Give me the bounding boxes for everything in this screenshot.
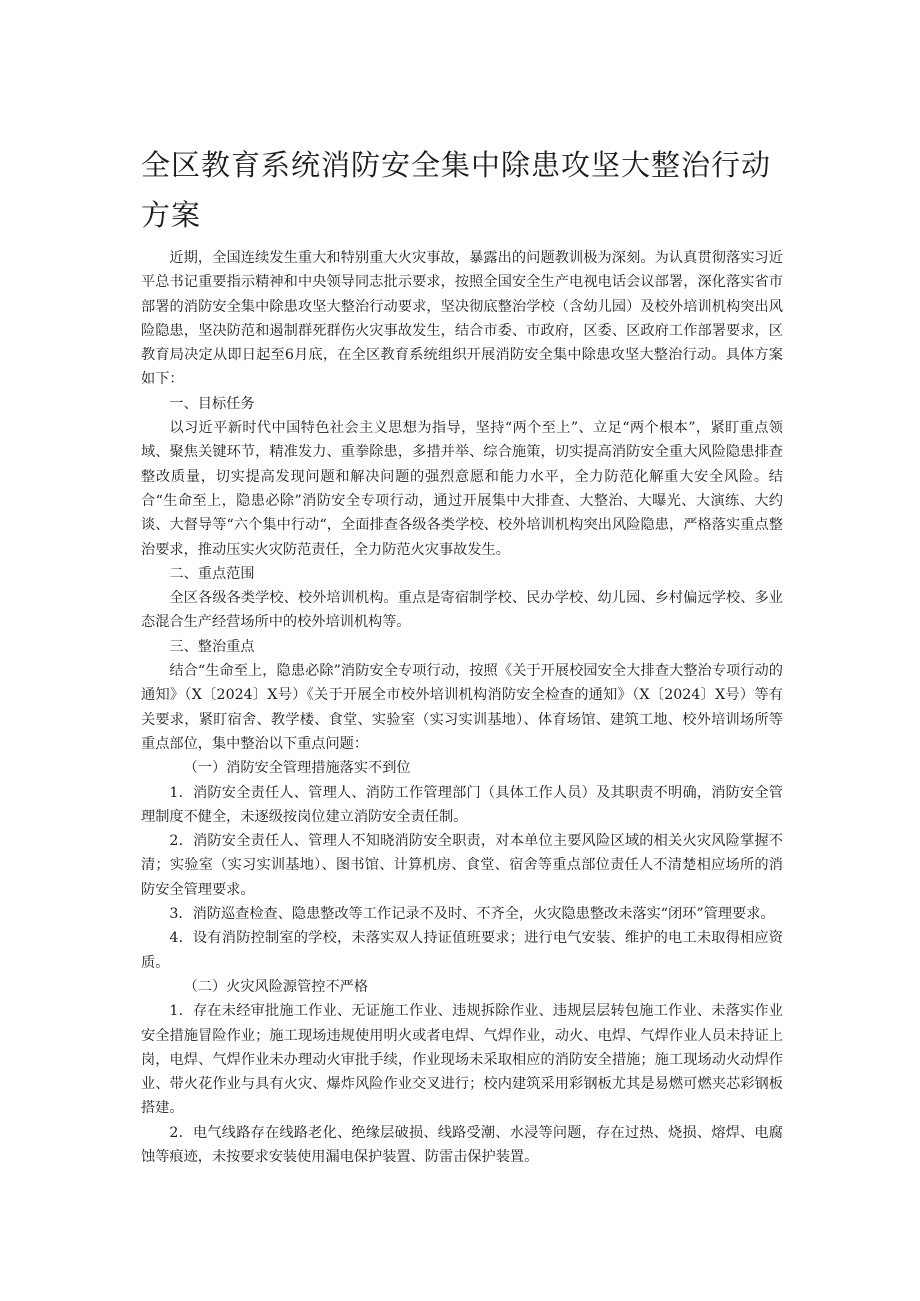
document-title: 全区教育系统消防安全集中除患攻坚大整治行动方案 [141, 148, 772, 232]
body-paragraph: 近期，全国连续发生重大和特别重大火灾事故，暴露出的问题教训极为深刻。为认真贯彻落实习近平总书记重要指示精神和中央领导同志批示要求，按照全国安全生产电视电话会议部署，深化落实省市部署的消防安全集中除患攻坚大整治行动要求，坚决彻底整治学校（含幼儿园）及校外培训机构突出风险隐患，坚决防范和遏制群死群伤火灾事故发生，结合市委、市政府，区委、区政府工作部署要求，区教育局决定从即日起至6月底，在全区教育系统组织开展消防安全集中除患攻坚大整治行动。具体方案如下： [141, 250, 783, 388]
body-paragraph: 以习近平新时代中国特色社会主义思想为指导，坚持“两个至上”、立足“两个根本”，紧盯重点领域、聚焦关键环节，精准发力、重拳除患，多措并举、综合施策，切实提高消防安全重大风险隐患排查整改质量，切实提高发现问题和解决问题的强烈意愿和能力水平，全力防范化解重大安全风险。结合“生命至上，隐患必除”消防安全专项行动，通过开展集中大排查、大整治、大曝光、大演练、大约谈、大督导等“六个集中行动“，全面排查各级各类学校、校外培训机构突出风险隐患，严格落实重点整治要求，推动压实火灾防范责任，全力防范火灾事故发生。 [141, 420, 783, 558]
section-heading: 一、目标任务 [169, 395, 255, 412]
body-paragraph: 3．消防巡查检查、隐患整改等工作记录不及时、不齐全，火灾隐患整改未落实“闭环”管理要求。 [169, 906, 775, 923]
body-paragraph: 1．消防安全责任人、管理人、消防工作管理部门（具体工作人员）及其职责不明确，消防安全管理制度不健全，未逐级按岗位建立消防安全责任制。 [141, 784, 783, 825]
body-paragraph: 2．电气线路存在线路老化、绝缘层破损、线路受潮、水浸等问题，存在过热、烧损、熔焊、电腐蚀等痕迹，未按要求安装使用漏电保护装置、防雷击保护装置。 [141, 1124, 783, 1165]
subsection-heading: （一）消防安全管理措施落实不到位 [183, 760, 411, 777]
body-paragraph: 全区各级各类学校、校外培训机构。重点是寄宿制学校、民办学校、幼儿园、乡村偏远学校、多业态混合生产经营场所中的校外培训机构等。 [141, 590, 783, 631]
section-heading: 三、整治重点 [169, 638, 255, 655]
body-paragraph: 4．设有消防控制室的学校，未落实双人持证值班要求；进行电气安装、维护的电工未取得相应资质。 [141, 930, 783, 971]
subsection-heading: （二）火灾风险源管控不严格 [183, 978, 369, 995]
body-paragraph: 结合“生命至上，隐患必除”消防安全专项行动，按照《关于开展校园安全大排查大整治专项行动的通知》（X〔2024〕X号）《关于开展全市校外培训机构消防安全检查的通知》（X〔2024〕X号）等有关要求，紧盯宿舍、教学楼、食堂、实验室（实习实训基地）、体育场馆、建筑工地、校外培训场所等重点部位，集中整治以下重点问题： [141, 663, 783, 752]
document-body [141, 246, 783, 1169]
body-paragraph: 1．存在未经审批施工作业、无证施工作业、违规拆除作业、违规层层转包施工作业、未落实作业安全措施冒险作业；施工现场违规使用明火或者电焊、气焊作业，动火、电焊、气焊作业人员未持证上岗，电焊、气焊作业未办理动火审批手续，作业现场未采取相应的消防安全措施；施工现场动火动焊作业、带火花作业与具有火灾、爆炸风险作业交叉进行；校内建筑采用彩钢板尤其是易燃可燃夹芯彩钢板搭建。 [141, 1003, 783, 1117]
section-heading: 二、重点范围 [169, 565, 255, 582]
body-paragraph: 2．消防安全责任人、管理人不知晓消防安全职责，对本单位主要风险区域的相关火灾风险掌握不清；实验室（实习实训基地）、图书馆、计算机房、食堂、宿舍等重点部位责任人不清楚相应场所的消防安全管理要求。 [141, 833, 783, 898]
